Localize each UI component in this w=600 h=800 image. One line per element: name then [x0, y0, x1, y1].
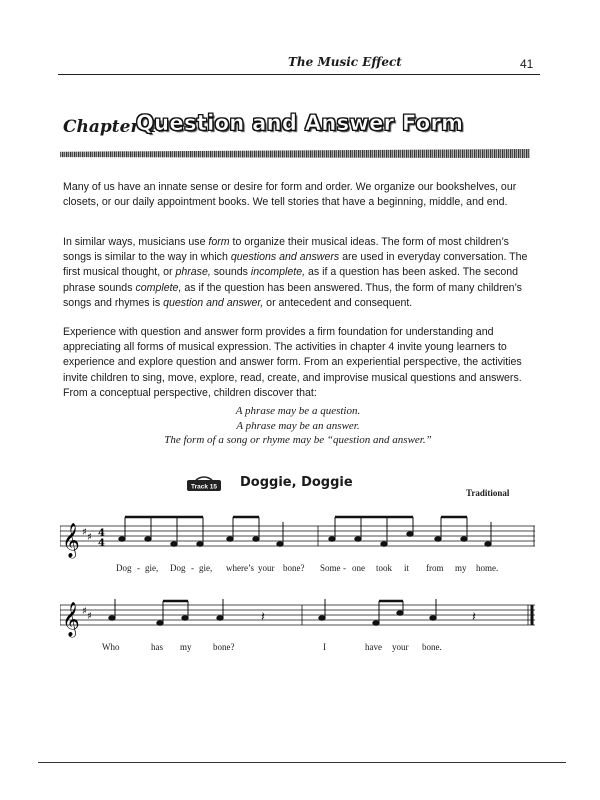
quarter-rest-icon: 𝄽	[472, 610, 476, 625]
track-badge-icon	[186, 475, 222, 493]
running-title: The Music Effect	[288, 55, 402, 69]
lyric-syllable: your	[392, 642, 409, 652]
footer-rule	[38, 762, 566, 763]
emphasis-term: phrase,	[175, 266, 211, 279]
text-run: or antecedent and consequent.	[263, 296, 413, 309]
lyric-syllable: -	[137, 563, 140, 573]
lyric-syllable: has	[151, 642, 163, 652]
lyric-syllable: took	[376, 563, 393, 573]
lyric-syllable: gie,	[145, 563, 159, 573]
text-run: to organize their musical ideas. The form of most children’s songs is similar to the way in which	[63, 236, 509, 264]
text-run: sounds	[210, 266, 251, 279]
treble-clef-icon: 𝄞	[62, 602, 80, 637]
note-group-4	[319, 599, 436, 625]
poem-block	[63, 404, 533, 448]
text-run: as if a question has been asked. The second phrase sounds	[63, 266, 519, 294]
text-run: In similar ways, musicians use	[63, 236, 209, 248]
quarter-rest-icon: 𝄽	[261, 610, 265, 625]
song-attribution: Traditional	[466, 488, 510, 498]
sharp-icon: ♯	[82, 606, 87, 617]
paragraph-intro: Many of us have an innate sense or desire for form and order. We organize our bookshelves, our closets, or our daily appointment books. We tell stories that have a beginning, middle, and end.	[63, 181, 517, 209]
music-staff-line-1	[60, 512, 535, 562]
lyric-syllable: your	[258, 563, 275, 573]
lyric-syllable: from	[426, 563, 444, 573]
lyric-syllable: have	[365, 642, 382, 652]
song-title: Doggie, Doggie	[240, 475, 353, 490]
lyric-syllable: my	[180, 642, 192, 652]
lyric-syllable: it	[404, 563, 410, 573]
lyric-syllable: Some	[320, 563, 341, 573]
sharp-icon: ♯	[87, 611, 92, 622]
chapter-label: Chapter 4:	[63, 117, 164, 137]
lyric-syllable: one	[352, 563, 365, 573]
note-group-2	[329, 517, 491, 546]
note-group-3	[109, 599, 223, 625]
lyric-syllable: home.	[476, 563, 499, 573]
poem-line: A phrase may be a question.	[235, 405, 361, 417]
lyric-syllable: where’s	[226, 563, 254, 573]
time-signature-top: 4	[98, 528, 105, 539]
lyric-syllable: Dog	[170, 563, 186, 573]
lyric-syllable: bone?	[213, 642, 235, 652]
header-rule	[58, 74, 540, 75]
lyric-syllable: I	[323, 642, 326, 652]
lyric-syllable: -	[343, 563, 346, 573]
paragraph-form	[63, 235, 533, 311]
lyric-syllable: bone.	[422, 642, 442, 652]
chapter-title-underline	[60, 149, 530, 158]
sharp-icon: ♯	[82, 527, 87, 538]
sharp-icon: ♯	[87, 532, 92, 543]
lyrics-line-2	[0, 642, 600, 656]
time-signature-bottom: 4	[98, 538, 105, 549]
track-badge-label: Track 15	[190, 483, 218, 491]
treble-clef-icon: 𝄞	[62, 523, 80, 558]
emphasis-term: question and answer,	[163, 296, 264, 309]
emphasis-term: incomplete,	[250, 266, 306, 279]
emphasis-term: complete,	[135, 281, 182, 294]
lyric-syllable: Dog	[116, 563, 132, 573]
text-run: as if the question has been answered. Thus, the form of many children’s songs and rhymes is	[63, 281, 522, 309]
chapter-title: Question and Answer Form	[136, 111, 464, 135]
emphasis-term: questions and answers	[230, 251, 340, 264]
poem-line: A phrase may be an answer.	[236, 419, 360, 432]
lyric-syllable: gie,	[199, 563, 213, 573]
poem-line: The form of a song or rhyme may be “question and answer.”	[164, 434, 432, 446]
note-group-1	[119, 517, 283, 546]
paragraph-experience: Experience with question and answer form provides a firm foundation for understanding and appreciating all forms of musical expression. The activities in chapter 4 invite young learners to experience and explore question and answer form. From an experiential perspective, the activities invite children to sing, move, explore, read, create, and improvise musical questions and answers. From a conceptual perspective, children discover that:	[63, 326, 522, 399]
lyric-syllable: my	[455, 563, 467, 573]
music-staff-line-2	[60, 591, 535, 641]
emphasis-term: form	[208, 236, 230, 248]
lyrics-line-1	[0, 563, 600, 577]
lyric-syllable: -	[191, 563, 194, 573]
page-number: 41	[520, 57, 534, 71]
lyric-syllable: bone?	[283, 563, 305, 573]
lyric-syllable: Who	[102, 642, 120, 652]
text-run: are used in everyday conversation. The first musical thought, or	[63, 251, 528, 279]
